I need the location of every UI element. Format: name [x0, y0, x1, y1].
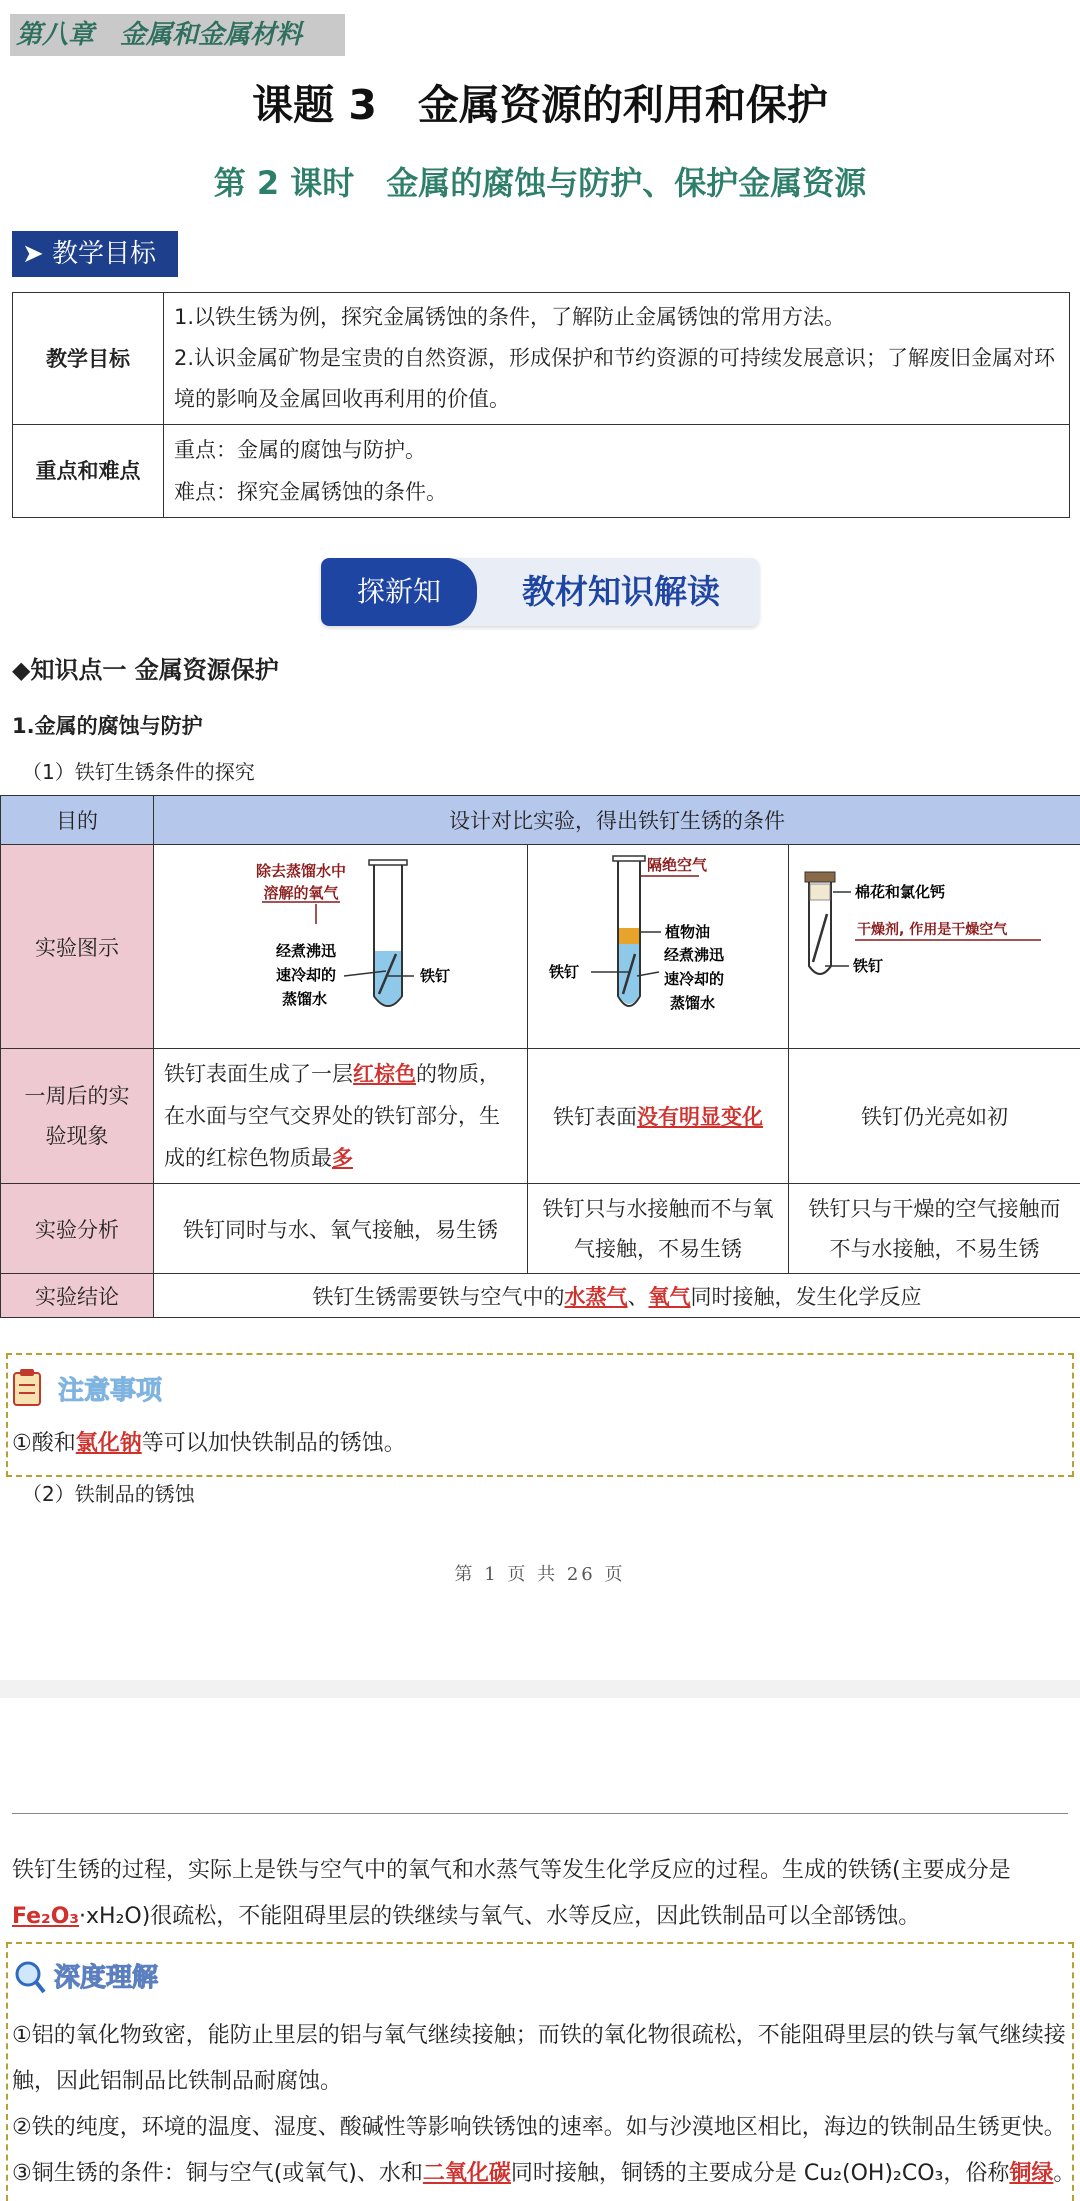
- deep-l3-highlight-verdigris: 铜绿: [1009, 2161, 1054, 2186]
- magnifier-icon: [10, 1950, 220, 2002]
- deep-line-2: ②铁的纯度，环境的温度、湿度、酸碱性等影响铁锈蚀的速率。如与沙漠地区相比，海边的铁制品生锈更快。: [12, 2115, 1066, 2140]
- phenomenon-cell-2: [528, 1049, 789, 1184]
- rust-part-a: 铁钉生锈的过程，实际上是铁与空气中的氧气和水蒸气等发生化学反应的过程。生成的铁锈(主要成分是: [12, 1858, 1011, 1883]
- figure-label: 实验图示: [1, 845, 154, 1049]
- chapter-tag: 第八章 金属和金属材料: [10, 14, 345, 56]
- fig2-water-line2: 速冷却的: [664, 970, 725, 988]
- conc-highlight-oxygen: 氧气: [648, 1284, 691, 1309]
- ph2-part-a: 铁钉表面: [553, 1105, 637, 1129]
- deep-l3-part-c: 同时接触，铜锈的主要成分是 Cu₂(OH)₂CO₃，俗称: [510, 2161, 1010, 2186]
- fig3-cotton-label: 棉花和氯化钙: [854, 883, 945, 901]
- ph1-highlight-color: 红棕色: [353, 1062, 416, 1086]
- conc-highlight-vapor: 水蒸气: [564, 1284, 628, 1309]
- rust-part-c: ·xH₂O)很疏松，不能阻碍里层的铁继续与氧气、水等反应，因此铁制品可以全部锈蚀。: [79, 1904, 921, 1929]
- conclusion-text: [154, 1274, 1080, 1318]
- phenomenon-cell-1: [154, 1049, 528, 1184]
- page-gap: [0, 1680, 1080, 1698]
- analysis-cell-1: 铁钉同时与水、氧气接触，易生锈: [154, 1184, 528, 1274]
- section-heading: 1.金属的腐蚀与防护: [12, 714, 203, 738]
- lesson-title: 课题 3 金属资源的利用和保护: [252, 81, 828, 129]
- objective-line: 1.以铁生锈为例，探究金属锈蚀的条件，了解防止金属锈蚀的常用方法。: [174, 305, 846, 329]
- experiment-table: [0, 795, 1080, 1318]
- rust-formula: Fe₂O₃: [12, 1904, 80, 1929]
- notice-title: 注意事项: [58, 1376, 163, 1406]
- notice-text: [12, 1426, 406, 1457]
- analysis-cell-2: 铁钉只与水接触而不与氧气接触，不易生锈: [528, 1184, 789, 1274]
- figure-cell-1: [154, 845, 528, 1049]
- page-number: 第 1 页 共 26 页: [454, 1564, 626, 1585]
- key-points-label: 重点和难点: [13, 425, 164, 518]
- objective-line: 2.认识金属矿物是宝贵的自然资源，形成保护和节约资源的可持续发展意识；了解废旧金属对环境的影响及金属回收再利用的价值。: [174, 346, 1056, 411]
- fig3-note: 干燥剂, 作用是干燥空气: [856, 922, 1007, 938]
- clipboard-icon: [10, 1363, 210, 1413]
- ph1-part-a: 铁钉表面生成了一层: [164, 1062, 353, 1086]
- deep-l3-part-a: ③铜生锈的条件：铜与空气(或氧气)、水和: [12, 2161, 423, 2186]
- notice-part-c: 等可以加快铁制品的锈蚀。: [141, 1431, 406, 1456]
- test-tube-oil-figure: [529, 846, 787, 1042]
- test-tube-dry-air-figure: [791, 846, 1079, 1042]
- deep-line-1: ①铝的氧化物致密，能防止里层的铝与氧气继续接触；而铁的氧化物很疏松，不能阻碍里层的铁与氧气继续接触，因此铝制品比铁制品耐腐蚀。: [12, 2023, 1066, 2094]
- fig1-note1: 除去蒸馏水中: [255, 862, 346, 880]
- purpose-text: 设计对比实验，得出铁钉生锈的条件: [154, 796, 1080, 845]
- section-banner: [321, 558, 759, 626]
- analysis-label: 实验分析: [1, 1184, 154, 1274]
- fig1-water-line1: 经煮沸迅: [275, 942, 336, 960]
- key-point-line: 难点：探究金属锈蚀的条件。: [174, 480, 447, 504]
- fig2-water-line3: 蒸馏水: [670, 994, 716, 1012]
- ph1-part-c: 的物质，在水面与空气交界处的铁钉部分，生成的红棕色物质最: [164, 1062, 500, 1170]
- analysis-row: [1, 1184, 1080, 1274]
- phenomenon-label: 一周后的实验现象: [1, 1049, 154, 1184]
- rust-paragraph: [12, 1848, 1070, 1940]
- fig2-oil-label: 植物油: [665, 923, 711, 941]
- fig2-water-line1: 经煮沸迅: [664, 946, 725, 964]
- ph2-highlight: 没有明显变化: [637, 1105, 763, 1129]
- conc-separator: 、: [627, 1284, 649, 1309]
- conclusion-label: 实验结论: [1, 1274, 154, 1318]
- deep-title: 深度理解: [54, 1963, 159, 1993]
- fig2-note: 隔绝空气: [647, 856, 708, 874]
- section-badge-objectives: ➤ 教学目标: [12, 231, 178, 277]
- divider: [12, 1813, 1068, 1814]
- key-points-content: [164, 425, 1070, 518]
- objectives-row: [13, 425, 1070, 518]
- key-point-line: 重点：金属的腐蚀与防护。: [174, 438, 426, 462]
- purpose-label: 目的: [1, 796, 154, 845]
- fig1-water-line2: 速冷却的: [275, 966, 336, 984]
- deep-understanding-icon: [10, 1950, 220, 2002]
- phenomenon-cell-3: 铁钉仍光亮如初: [789, 1049, 1080, 1184]
- figure-cell-3: [789, 845, 1080, 1049]
- analysis-cell-3: 铁钉只与干燥的空气接触而不与水接触，不易生锈: [789, 1184, 1080, 1274]
- conc-part-e: 同时接触，发生化学反应: [690, 1284, 922, 1309]
- objectives-table: [12, 292, 1070, 518]
- fig1-nail-label: 铁钉: [419, 967, 450, 985]
- objectives-content: [164, 293, 1070, 425]
- banner-left-label: 探新知: [321, 558, 477, 626]
- deep-line-3: [12, 2151, 1076, 2197]
- phenomenon-row: [1, 1049, 1080, 1184]
- conc-part-a: 铁钉生锈需要铁与空气中的: [312, 1284, 565, 1309]
- banner-right-label: 教材知识解读: [522, 572, 720, 611]
- notice-highlight: 氯化钠: [75, 1431, 142, 1456]
- deep-understanding-text: [12, 2013, 1076, 2197]
- fig2-nail-label: 铁钉: [549, 963, 580, 981]
- subsection-heading: （1）铁钉生锈条件的探究: [22, 760, 255, 784]
- figure-cell-2: [528, 845, 789, 1049]
- figure-row: [1, 845, 1080, 1049]
- subsection-heading-2: （2）铁制品的锈蚀: [22, 1482, 195, 1506]
- deep-l3-part-e: 。: [1053, 2161, 1076, 2186]
- deep-l3-highlight-co2: 二氧化碳: [422, 2161, 511, 2186]
- knowledge-point-title: ◆知识点一 金属资源保护: [12, 656, 279, 684]
- purpose-row: [1, 796, 1080, 845]
- conclusion-row: [1, 1274, 1080, 1318]
- fig1-note2: 溶解的氧气: [262, 884, 339, 902]
- ph1-highlight-most: 多: [332, 1146, 353, 1170]
- test-tube-boiled-water-figure: [156, 846, 526, 1042]
- objectives-label: 教学目标: [13, 293, 164, 425]
- objectives-row: [13, 293, 1070, 425]
- notice-part-a: ①酸和: [12, 1431, 76, 1456]
- notice-icon: [10, 1363, 210, 1413]
- fig1-water-line3: 蒸馏水: [281, 990, 327, 1008]
- lesson-subtitle: 第 2 课时 金属的腐蚀与防护、保护金属资源: [213, 164, 867, 202]
- fig3-nail-label: 铁钉: [852, 957, 883, 975]
